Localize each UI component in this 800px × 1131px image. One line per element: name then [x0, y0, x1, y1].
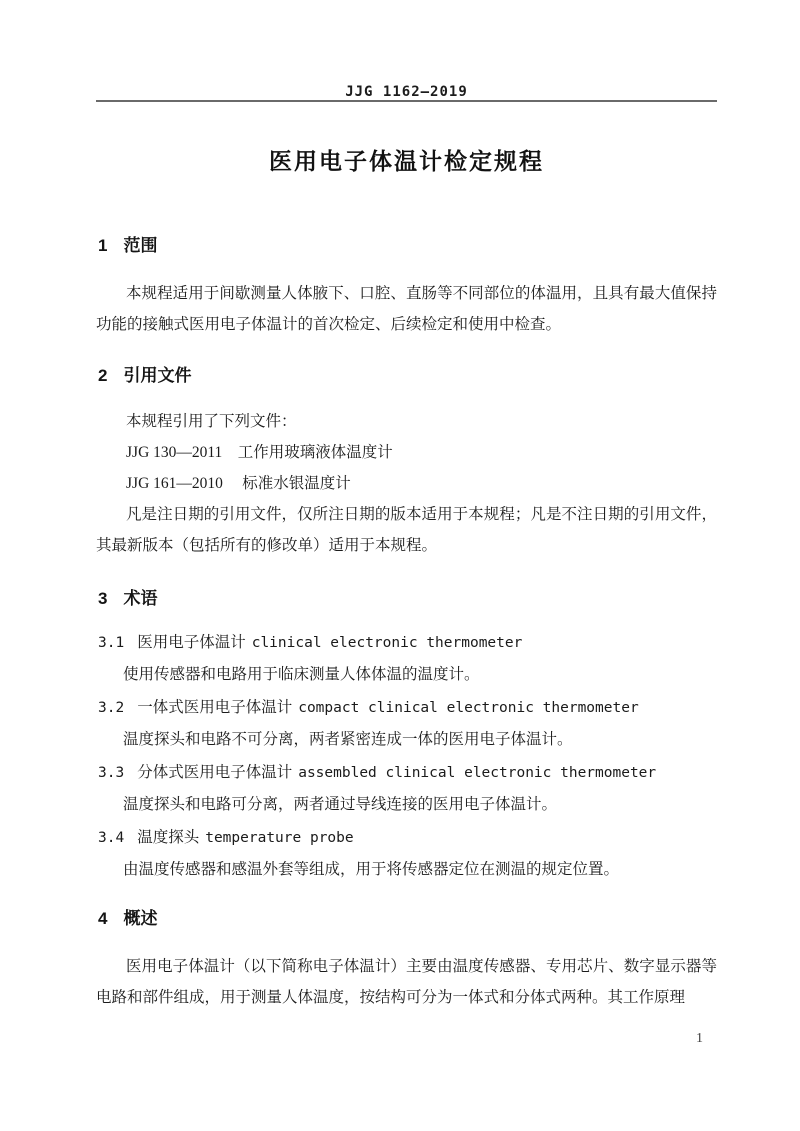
reference-jjg-161: JJG 161—2010 标准水银温度计 — [126, 475, 351, 492]
reference-jjg-130: JJG 130—2011 工作用玻璃液体温度计 — [126, 444, 393, 461]
document-title: 医用电子体温计检定规程 — [269, 148, 544, 174]
section-2-number: 2 — [98, 366, 108, 385]
term-3-4-en: temperature probe — [205, 830, 354, 846]
term-3-3-zh: 分体式医用电子体温计 — [137, 764, 293, 781]
term-3-3-heading — [96, 757, 717, 789]
term-3-1-number: 3.1 — [98, 635, 125, 651]
section-1-heading — [96, 236, 717, 256]
references-intro: 本规程引用了下列文件： — [126, 413, 297, 430]
term-3-2 — [96, 692, 717, 755]
section-1-title: 范围 — [123, 236, 158, 255]
section-1-number: 1 — [98, 236, 108, 255]
term-3-4-definition: 由温度传感器和感温外套等组成，用于将传感器定位在测温的规定位置。 — [123, 861, 620, 878]
term-3-4 — [96, 822, 717, 885]
section-2-title: 引用文件 — [123, 366, 192, 385]
section-3-title: 术语 — [123, 589, 158, 608]
section-1-paragraph: 本规程适用于间歇测量人体腋下、口腔、直肠等不同部位的体温用，且具有最大值保持功能的接触式医用电子体温计的首次检定、后续检定和使用中检查。 — [96, 285, 717, 333]
term-3-2-number: 3.2 — [98, 700, 125, 716]
page-number: 1 — [696, 1031, 703, 1046]
running-header: JJG 1162—2019 — [345, 84, 468, 100]
terms-list — [96, 627, 717, 885]
section-4-title: 概述 — [123, 909, 158, 928]
section-4-paragraph: 医用电子体温计（以下简称电子体温计）主要由温度传感器、专用芯片、数字显示器等电路和部件组成，用于测量人体温度，按结构可分为一体式和分体式两种。其工作原理 — [96, 958, 717, 1006]
term-3-2-en: compact clinical electronic thermometer — [298, 700, 639, 716]
section-3-heading — [96, 589, 717, 609]
term-3-2-zh: 一体式医用电子体温计 — [137, 699, 293, 716]
term-3-2-heading — [96, 692, 717, 724]
page-content — [96, 0, 717, 1013]
section-3-number: 3 — [98, 589, 108, 608]
term-3-3-number: 3.3 — [98, 765, 125, 781]
term-3-3 — [96, 757, 717, 820]
header-rule — [96, 100, 717, 102]
section-4-number: 4 — [98, 909, 108, 928]
term-3-4-number: 3.4 — [98, 830, 125, 846]
term-3-1-zh: 医用电子体温计 — [137, 634, 246, 651]
section-2-heading — [96, 366, 717, 386]
term-3-1-heading — [96, 627, 717, 659]
term-3-2-definition: 温度探头和电路不可分离，两者紧密连成一体的医用电子体温计。 — [123, 731, 573, 748]
term-3-4-zh: 温度探头 — [137, 829, 200, 846]
term-3-1-definition: 使用传感器和电路用于临床测量人体体温的温度计。 — [123, 666, 480, 683]
section-2-body — [96, 406, 717, 561]
references-note: 凡是注日期的引用文件，仅所注日期的版本适用于本规程；凡是不注日期的引用文件，其最新版本（包括所有的修改单）适用于本规程。 — [96, 506, 717, 554]
term-3-4-heading — [96, 822, 717, 854]
term-3-1-en: clinical electronic thermometer — [251, 635, 523, 651]
term-3-1 — [96, 627, 717, 690]
term-3-3-en: assembled clinical electronic thermometer — [298, 765, 657, 781]
term-3-3-definition: 温度探头和电路可分离，两者通过导线连接的医用电子体温计。 — [123, 796, 558, 813]
section-4-heading — [96, 909, 717, 929]
